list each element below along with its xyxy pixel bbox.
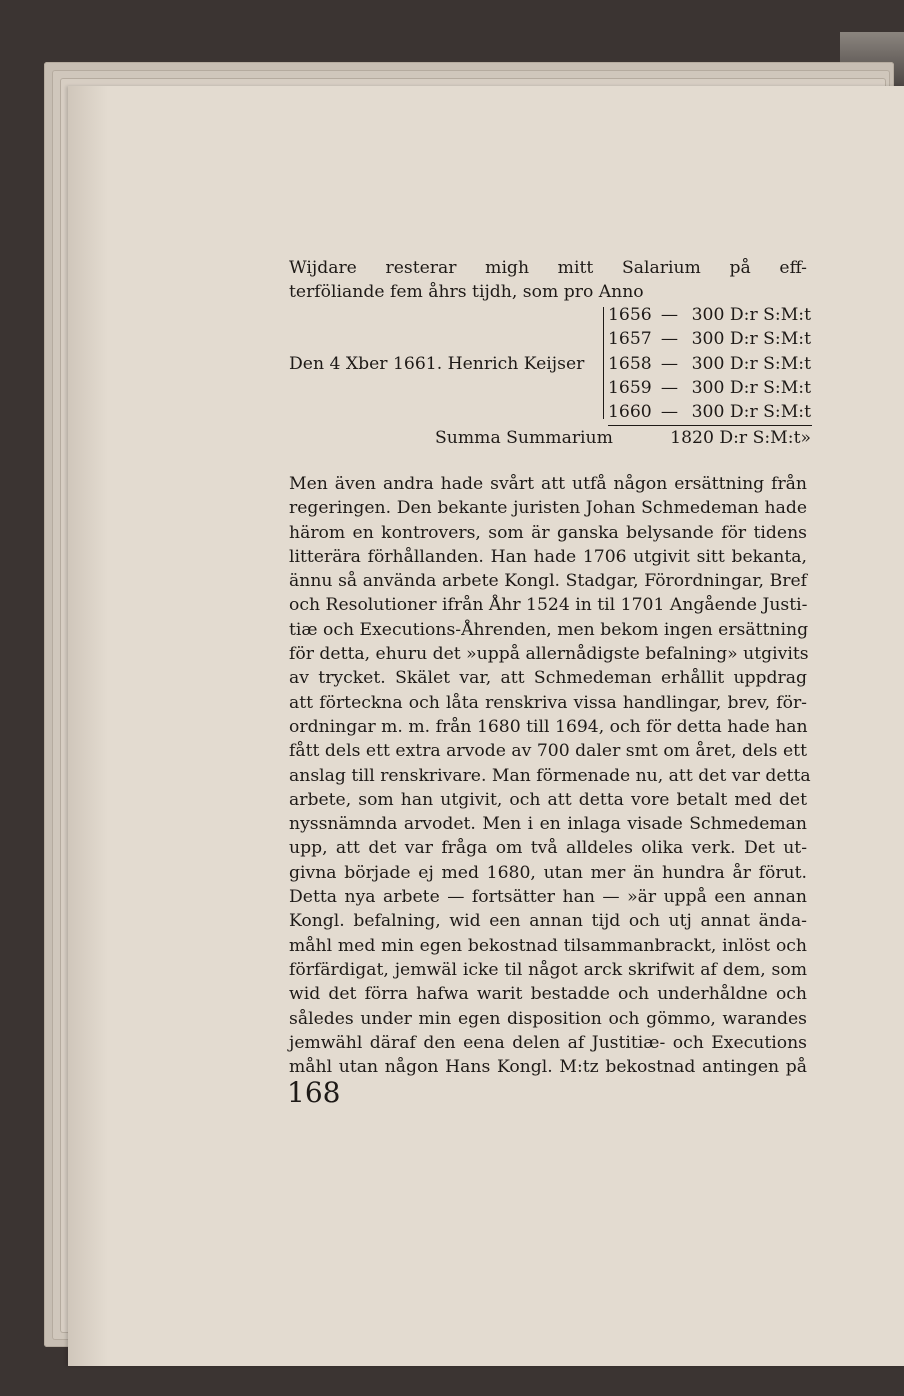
body-line: Men även andra hade svårt att utfå någon ersättning från bbox=[289, 474, 807, 494]
body-line: jemwähl däraf den eena delen af Justitiæ- och Executions bbox=[289, 1032, 807, 1053]
body-line: av trycket. Skälet var, att Schmedeman erhållit uppdrag bbox=[289, 668, 807, 689]
salary-year: 1658 bbox=[608, 353, 652, 374]
body-line: fått dels ett extra arvode av 700 daler smt om året, dels ett bbox=[289, 741, 807, 762]
salary-row bbox=[608, 303, 811, 327]
salary-year: 1659 bbox=[608, 377, 652, 398]
body-line: förfärdigat, jemwäl icke til något arck skrifwit af dem, som bbox=[289, 959, 807, 980]
salary-dash: — bbox=[660, 353, 679, 374]
salary-amount: 300 D:r S:M:t bbox=[691, 402, 811, 423]
salary-amount: 300 D:r S:M:t bbox=[691, 305, 811, 325]
letter-opening bbox=[289, 256, 807, 305]
salary-year: 1656 bbox=[608, 305, 652, 325]
letter-signature: Den 4 Xber 1661. Henrich Keijser bbox=[289, 354, 585, 374]
total-label: Summa Summarium bbox=[435, 428, 613, 448]
salary-row bbox=[608, 352, 811, 376]
body-line: att förteckna och låta renskriva vissa handlingar, brev, för- bbox=[289, 692, 807, 713]
page-number: 168 bbox=[287, 1076, 341, 1109]
body-line: ännu så använda arbete Kongl. Stadgar, Förordningar, Bref bbox=[289, 571, 807, 592]
salary-amount: 300 D:r S:M:t bbox=[691, 353, 811, 374]
salary-year: 1657 bbox=[608, 329, 652, 350]
letter-line: terföliande fem åhrs tijdh, som pro Anno bbox=[289, 282, 644, 303]
letter-line: Wijdare resterar migh mitt Salarium på eff- bbox=[289, 258, 807, 278]
body-line: härom en kontrovers, som är ganska belysande för tidens bbox=[289, 522, 807, 543]
body-line: ordningar m. m. från 1680 till 1694, och för detta hade han bbox=[289, 716, 808, 737]
salary-row bbox=[608, 376, 811, 400]
salary-amount: 300 D:r S:M:t bbox=[691, 377, 811, 398]
brace-bracket bbox=[603, 307, 608, 419]
body-line: anslag till renskrivare. Man förmenade nu, att det var detta bbox=[289, 765, 811, 786]
salary-year: 1660 bbox=[608, 402, 652, 423]
salary-list bbox=[608, 303, 811, 424]
salary-dash: — bbox=[660, 305, 679, 325]
body-line: nyssnämnda arvodet. Men i en inlaga visade Schmedeman bbox=[289, 814, 807, 835]
body-line: Detta nya arbete — fortsätter han — »är uppå een annan bbox=[289, 887, 807, 908]
body-line: Kongl. befalning, wid een annan tijd och utj annat ända- bbox=[289, 911, 807, 932]
body-line: måhl utan någon Hans Kongl. M:tz bekostnad antingen på bbox=[289, 1057, 807, 1078]
body-line: litterära förhållanden. Han hade 1706 utgivit sitt bekanta, bbox=[289, 546, 807, 567]
salary-row bbox=[608, 327, 811, 351]
body-line: givna började ej med 1680, utan mer än hundra år förut. bbox=[289, 862, 807, 883]
salary-dash: — bbox=[660, 402, 679, 423]
body-line: wid det förra hafwa warit bestadde och underhåldne och bbox=[289, 984, 807, 1005]
body-line: måhl med min egen bekostnad tilsammanbrackt, inlöst och bbox=[289, 935, 807, 956]
body-line: arbete, som han utgivit, och att detta vore betalt med det bbox=[289, 789, 807, 810]
salary-row bbox=[608, 400, 811, 424]
salary-amount: 300 D:r S:M:t bbox=[691, 329, 811, 350]
body-line: således under min egen disposition och gömmo, warandes bbox=[289, 1008, 807, 1029]
body-line: och Resolutioner ifrån Åhr 1524 in til 1701 Angående Justi- bbox=[289, 595, 808, 616]
total-value: 1820 D:r S:M:t» bbox=[670, 428, 811, 448]
body-line: upp, att det var fråga om två alldeles olika verk. Det ut- bbox=[289, 838, 807, 859]
body-line: för detta, ehuru det »uppå allernådigste befalning» utgivits bbox=[289, 644, 809, 665]
body-line: regeringen. Den bekante juristen Johan Schmedeman hade bbox=[289, 498, 807, 519]
body-line: tiæ och Executions-Åhrenden, men bekom ingen ersättning bbox=[289, 619, 809, 640]
salary-dash: — bbox=[660, 329, 679, 350]
body-paragraph bbox=[289, 472, 811, 1079]
salary-dash: — bbox=[660, 377, 679, 398]
